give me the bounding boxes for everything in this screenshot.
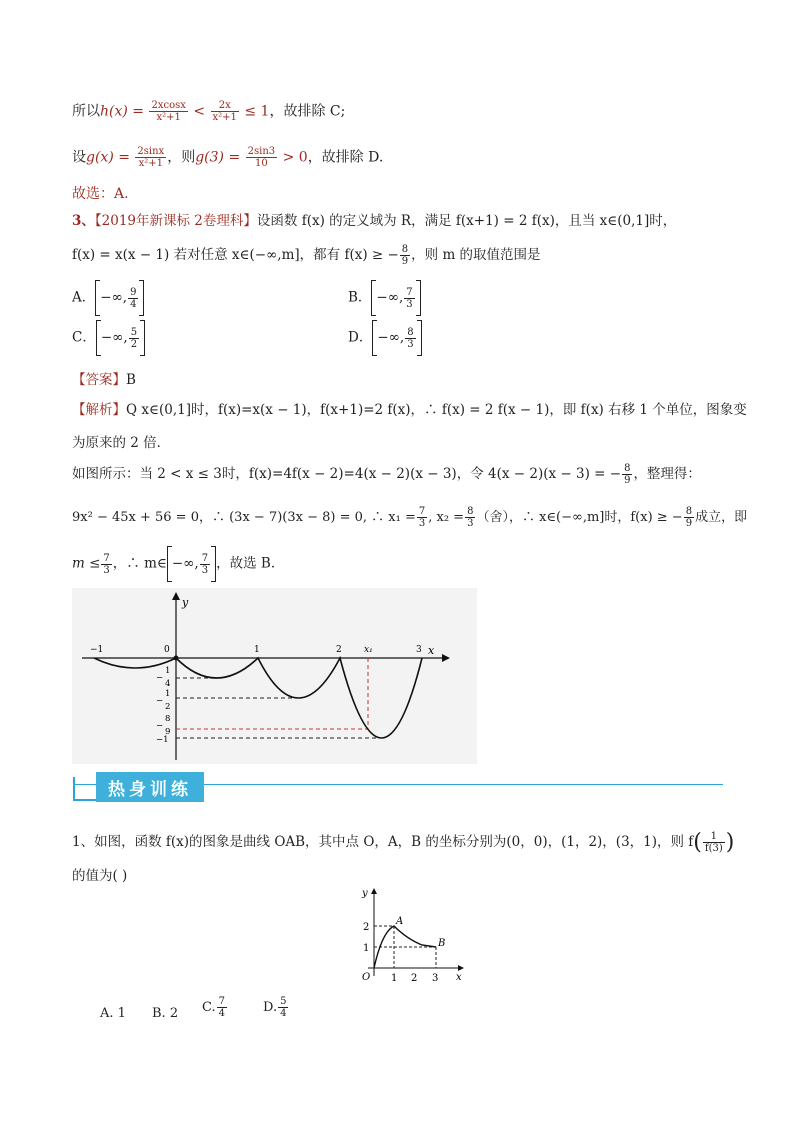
x-tick: 2 xyxy=(336,645,342,655)
frac-den: 9 xyxy=(624,475,631,486)
frac-num: 5 xyxy=(280,996,287,1007)
frac-den: 3 xyxy=(406,298,413,310)
x-tick: −1 xyxy=(90,645,104,655)
question-number: 3、 xyxy=(72,213,95,229)
option-d[interactable] xyxy=(348,320,422,356)
y-axis-arrow xyxy=(371,888,377,894)
frac-num: 7 xyxy=(218,996,225,1007)
frac-den: 4 xyxy=(130,298,137,310)
option-label: B． xyxy=(348,289,372,306)
y-axis-label: y xyxy=(182,596,189,609)
x-axis-label: x xyxy=(428,644,435,657)
text-mid: ，则 xyxy=(167,149,196,166)
y-tick-den: 9 xyxy=(165,727,171,737)
analysis-line-2: 为原来的 2 倍． xyxy=(72,435,171,451)
analysis-text: ，∴ m∈ xyxy=(112,555,167,572)
frac-num: 8 xyxy=(407,326,414,338)
analysis-text: −∞, xyxy=(171,555,199,572)
analysis-line-1 xyxy=(72,398,747,418)
analysis-line-3 xyxy=(72,462,701,486)
frac-num: 2sin3 xyxy=(247,146,276,157)
analysis-text: Q x∈(0,1]时，f(x)=x(x − 1)，f(x+1)=2 f(x)，∴ f(x) = 2 f(x − 1)，即 f(x) 右移 1 个单位，图象变 xyxy=(126,402,747,418)
question-stem: 1、如图，函数 f(x)的图象是曲线 OAB，其中点 O，A，B 的坐标分别为(0，0)，(1，2)，(3，1)，则 f xyxy=(72,834,694,850)
function-graph-2 xyxy=(352,884,468,984)
answer-tag: 【答案】 xyxy=(72,372,126,388)
frac-den: x²+1 xyxy=(138,158,163,169)
frac-den: x²+1 xyxy=(156,112,181,123)
x-tick: 1 xyxy=(391,973,398,984)
question3-stem-line2 xyxy=(72,243,541,267)
point-a-label: A xyxy=(396,916,404,927)
y-tick: 1 xyxy=(363,943,370,954)
gt-zero: > 0 xyxy=(282,149,308,166)
frac-den: f(3) xyxy=(704,843,723,854)
y-tick-den: 2 xyxy=(165,702,171,712)
formula-g3: g(3) = xyxy=(195,149,241,166)
text-suffix: ，故排除 C; xyxy=(269,103,346,120)
point-b-label: B xyxy=(438,938,446,949)
origin-label: O xyxy=(362,972,371,983)
frac-num: 7 xyxy=(103,552,110,564)
x-tick: 0 xyxy=(164,645,170,655)
analysis-text: ，故选 B． xyxy=(216,555,285,572)
x-tick: 3 xyxy=(432,973,439,984)
frac-den: 4 xyxy=(280,1008,287,1019)
option-text: −∞, xyxy=(100,289,128,306)
frac-num: 7 xyxy=(201,552,209,564)
le-one: ≤ 1 xyxy=(244,103,270,120)
text-suffix: ，故排除 D. xyxy=(307,149,384,166)
solution-line-2 xyxy=(72,146,383,169)
y-axis-label: y xyxy=(362,888,368,899)
solution-line-1 xyxy=(72,100,345,123)
analysis-text: , x₂ = xyxy=(428,510,465,525)
question-stem: ，则 m 的取值范围是 xyxy=(411,247,541,263)
y-tick-neg: − xyxy=(156,673,164,683)
option-text: −∞, xyxy=(100,329,128,346)
frac-den: 4 xyxy=(218,1008,225,1019)
frac-num: 2xcosx xyxy=(151,100,186,111)
text-prefix: 设 xyxy=(72,149,86,166)
option-label: A． xyxy=(72,289,96,306)
analysis-text: ，整理得： xyxy=(633,466,701,482)
frac-den: 3 xyxy=(467,518,474,529)
frac-num: 5 xyxy=(130,326,138,338)
frac-den: 9 xyxy=(685,518,693,529)
function-graph-1 xyxy=(72,588,477,764)
option-text: −∞, xyxy=(377,329,405,346)
analysis-text: 如图所示：当 2 < x ≤ 3时，f(x)=4f(x − 2)=4(x − 2)(x − 3)，令 4(x − 2)(x − 3) = − xyxy=(72,466,622,482)
formula-g: g(x) = xyxy=(86,149,130,166)
x-axis-label: x xyxy=(456,972,462,983)
question1-stem: 1、如图，函数 f(x)的图象是曲线 OAB，其中点 O，A，B 的坐标分别为(0，0)，(1，2)，(3，1)，则 f( $\frac{1}{f(3)}$ ) xyxy=(72,830,735,855)
option-label: C. xyxy=(202,1000,216,1015)
question-source: 【2019年新课标 2卷理科】 xyxy=(94,213,257,229)
analysis-tag: 【解析】 xyxy=(72,402,126,418)
question1-stem-2: 的值为( ) xyxy=(72,868,128,884)
option-a[interactable] xyxy=(72,280,144,316)
x-tick: 3 xyxy=(416,645,422,655)
y-tick-den: 4 xyxy=(165,679,171,689)
frac-den: 3 xyxy=(103,564,110,576)
y-tick-num: 1 xyxy=(165,666,171,676)
q1-option-d[interactable] xyxy=(263,996,289,1019)
frac-den: 2 xyxy=(130,338,138,350)
option-label: D. xyxy=(263,1000,278,1015)
lt-sign: < xyxy=(193,103,206,120)
frac-num: 9 xyxy=(130,286,137,298)
analysis-line-4 xyxy=(72,506,747,529)
frac-den: 3 xyxy=(418,518,426,529)
analysis-line-5 xyxy=(72,546,284,582)
frac-den: x²+1 xyxy=(212,112,237,123)
y-tick: 2 xyxy=(363,922,370,933)
option-label: D． xyxy=(348,329,373,346)
q1-option-a[interactable]: A. 1 xyxy=(100,1006,126,1021)
frac-num: 1 xyxy=(703,831,725,843)
question-stem: f(x) = x(x − 1) 若对任意 x∈(−∞,m]，都有 f(x) ≥ − xyxy=(72,247,399,263)
y-tick-neg: − xyxy=(156,721,164,731)
frac-num: 8 xyxy=(467,506,474,517)
section-title: 热身训练 xyxy=(96,772,204,802)
frac-num: 7 xyxy=(418,506,426,517)
frac-num: 8 xyxy=(685,506,693,517)
formula-h: h(x) = xyxy=(100,103,145,120)
frac-den: 3 xyxy=(201,564,209,576)
x-axis-arrow xyxy=(458,965,464,971)
frac-den: 9 xyxy=(401,256,409,267)
y-tick-num: 1 xyxy=(165,689,171,699)
frac-num: 7 xyxy=(406,286,413,298)
y-tick: −1 xyxy=(156,735,169,745)
origin-point xyxy=(174,656,179,661)
frac-num: 2x xyxy=(211,100,239,112)
frac-num: 8 xyxy=(401,244,409,255)
option-b[interactable] xyxy=(348,280,421,316)
frac-den: 3 xyxy=(407,338,414,350)
question3-stem-line1 xyxy=(72,209,676,229)
analysis-text: 9x² − 45x + 56 = 0，∴ (3x − 7)(3x − 8) = 0, ∴ x₁ = xyxy=(72,510,416,525)
option-label: C． xyxy=(72,329,96,346)
x-tick: 2 xyxy=(411,973,418,984)
analysis-text: m ≤ xyxy=(72,555,101,572)
answer-value: B xyxy=(126,372,136,388)
text-prefix: 所以 xyxy=(72,103,100,120)
frac-den: 10 xyxy=(255,158,268,169)
question-stem: 设函数 f(x) 的定义域为 R，满足 f(x+1) = 2 f(x)，且当 x∈(0,1]时， xyxy=(256,213,677,229)
q1-option-c[interactable] xyxy=(202,996,228,1019)
frac-num: 8 xyxy=(624,463,631,474)
analysis-text: 成立，即 xyxy=(695,510,748,525)
answer-line xyxy=(72,368,136,388)
y-tick-num: 8 xyxy=(165,714,171,724)
option-c[interactable] xyxy=(72,320,145,356)
x-tick: x₁ xyxy=(364,645,373,655)
section-decoration xyxy=(73,777,97,801)
option-text: −∞, xyxy=(376,289,404,306)
x-tick: 1 xyxy=(254,645,260,655)
solution-line-3: 故选：A. xyxy=(72,186,129,202)
q1-option-b[interactable]: B. 2 xyxy=(152,1006,179,1021)
analysis-text: （舍），∴ x∈(−∞,m]时，f(x) ≥ − xyxy=(476,510,683,525)
y-tick-neg: − xyxy=(156,696,164,706)
frac-num: 2sinx xyxy=(137,146,165,157)
